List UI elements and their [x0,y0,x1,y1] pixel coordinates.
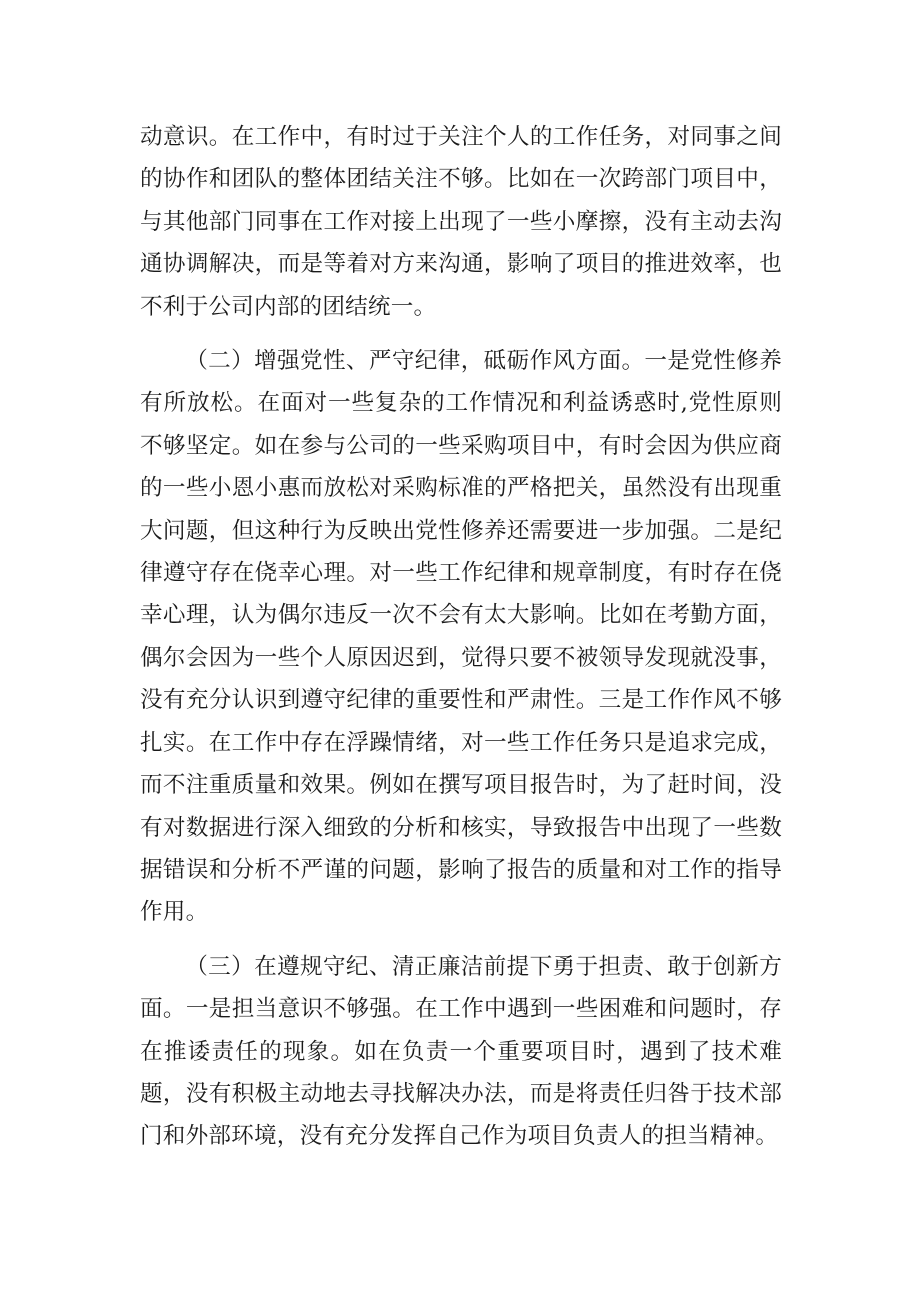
document-body [140,116,782,1170]
paragraph-section-two: （二）增强党性、严守纪律，砥砺作风方面。一是党性修养有所放松。在面对一些复杂的工作情况和利益诱惑时,党性原则不够坚定。如在参与公司的一些采购项目中，有时会因为供应商的一些小恩小惠而放松对采购标准的严格把关，虽然没有出现重大问题，但这种行为反映出党性修养还需要进一步加强。二是纪律遵守存在侥幸心理。对一些工作纪律和规章制度，有时存在侥幸心理，认为偶尔违反一次不会有太大影响。比如在考勤方面，偶尔会因为一些个人原因迟到，觉得只要不被领导发现就没事，没有充分认识到遵守纪律的重要性和严肃性。三是工作作风不够扎实。在工作中存在浮躁情绪，对一些工作任务只是追求完成，而不注重质量和效果。例如在撰写项目报告时，为了赶时间，没有对数据进行深入细致的分析和核实，导致报告中出现了一些数据错误和分析不严谨的问题，影响了报告的质量和对工作的指导作用。 [140,348,782,926]
paragraph-section-three: （三）在遵规守纪、清正廉洁前提下勇于担责、敢于创新方面。一是担当意识不够强。在工作中遇到一些困难和问题时，存在推诿责任的现象。如在负责一个重要项目时，遇到了技术难题，没有积极主动地去寻找解决办法，而是将责任归咎于技术部门和外部环境，没有充分发挥自己作为项目负责人的担当精神。 [140,953,782,1150]
paragraph-continuation: 动意识。在工作中，有时过于关注个人的工作任务，对同事之间的协作和团队的整体团结关注不够。比如在一次跨部门项目中，与其他部门同事在工作对接上出现了一些小摩擦，没有主动去沟通协调解决，而是等着对方来沟通，影响了项目的推进效率，也不利于公司内部的团结统一。 [140,124,782,320]
